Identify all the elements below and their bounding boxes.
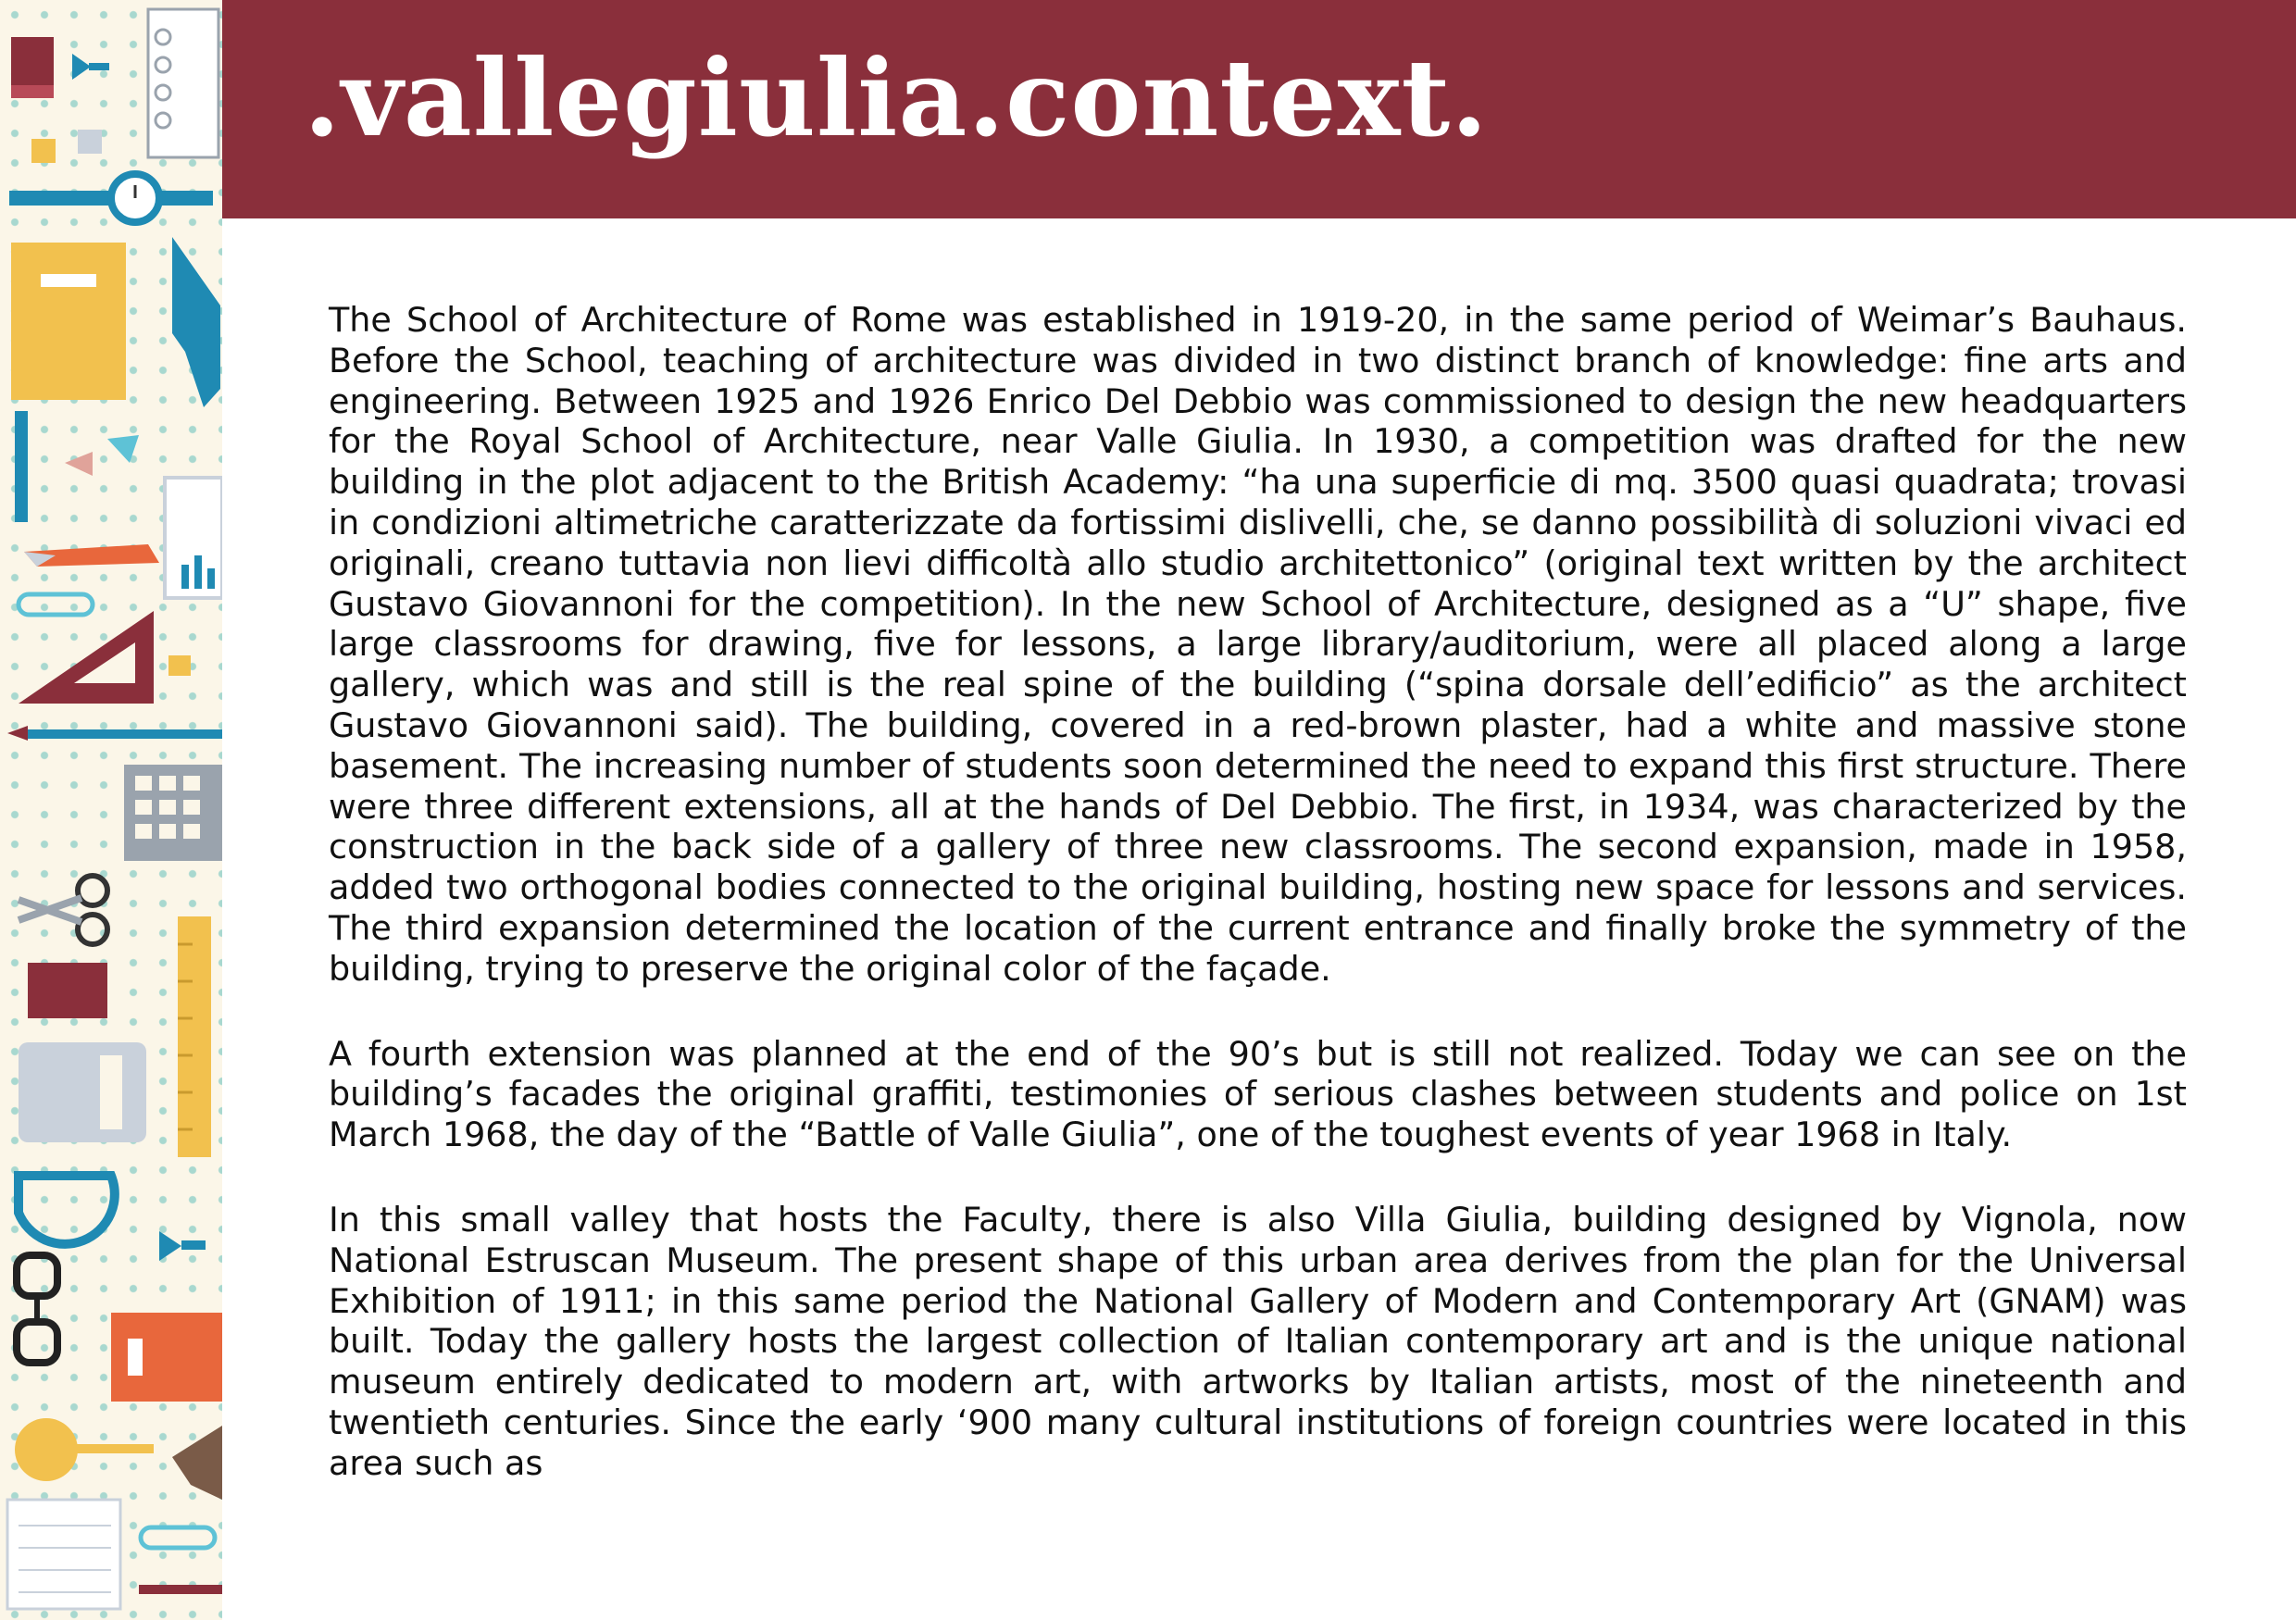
lamp-icon	[172, 1426, 222, 1500]
sticky-note-icon	[78, 130, 102, 154]
pushpin-icon	[72, 54, 109, 80]
triangle-icon	[107, 435, 139, 463]
airplane-icon	[172, 237, 220, 407]
set-square-icon	[19, 611, 154, 704]
spiral-notepad-icon	[148, 9, 218, 157]
paintbrush-icon	[7, 726, 222, 741]
paperclip-icon	[19, 594, 93, 615]
paragraph: A fourth extension was planned at the end of the 90’s but is still not realized. Today we can see on the building’s facades the original graffiti, testimonies of serious clashes between students and police on 1st March 1968, the day of the “Battle of Valle Giulia”, one of the toughest events of year 1968 in Italy.	[329, 1033, 2187, 1155]
notebook-icon	[111, 1313, 222, 1402]
pen-icon	[15, 411, 28, 522]
scissors-icon	[19, 876, 107, 944]
notebook-icon	[11, 37, 54, 98]
pen-icon	[139, 1585, 222, 1594]
sticky-note-icon	[168, 655, 191, 676]
decorative-stationery-strip	[0, 0, 222, 1620]
pushpin-icon	[159, 1231, 206, 1261]
paperclip-icon	[141, 1527, 215, 1548]
paragraph: The School of Architecture of Rome was established in 1919-20, in the same period of Weimar’s Bauhaus. Before the School, teaching of architecture was divided in two distinct branch of knowledge: fine arts and engineering. Between 1925 and 1926 Enrico Del Debbio was commissioned to design the new headquarters for the Royal School of Architecture, near Valle Giulia. In 1930, a competition was drafted for the new building in the plot adjacent to the British Academy: “ha una superficie di mq. 3500 quasi quadrata; trovasi in condizioni altimetriche caratterizzate da fortissimi dislivelli, che, se danno possibilità di soluzioni vivaci ed originali, creano tuttavia non lievi difficoltà allo studio architettonico” (original text written by the architect Gustavo Giovannoni for the competition). In the new School of Architecture, designed as a “U” shape, five large classrooms for drawing, five for lessons, a large library/auditorium, were all placed along a large gallery, which was and still is the real spine of the building (“spina dorsale dell’edificio” as the architect Gustavo Giovannoni said). The building, covered in a red-brown plaster, had a white and massive stone basement. The increasing number of students soon determined the need to expand this first structure. There were three different extensions, all at the hands of Del Debbio. The first, in 1934, was characterized by the construction in the back side of a gallery of three new classrooms. The second expansion, made in 1958, added two orthogonal bodies connected to the original building, hosting new space for lessons and services. The third expansion determined the location of the current entrance and finally broke the symmetry of the building, trying to preserve the original color of the façade.	[329, 300, 2187, 989]
calculator-icon	[124, 765, 222, 861]
paragraph: In this small valley that hosts the Faculty, there is also Villa Giulia, building designed by Vignola, now National Estruscan Museum. The present shape of this urban area derives from the plan for the Universal Exhibition of 1911; in this same period the National Gallery of Modern and Contemporary Art (GNAM) was built. Today the gallery hosts the largest collection of Italian contemporary art and is the unique national museum entirely dedicated to modern art, with artworks by Italian artists, most of the nineteenth and twentieth centuries. Since the early ‘900 many cultural institutions of foreign countries were located in this area such as	[329, 1199, 2187, 1483]
chart-board-icon	[165, 478, 222, 598]
ruler-icon	[178, 916, 211, 1157]
protractor-icon	[19, 1176, 115, 1244]
book-icon	[28, 963, 107, 1018]
body-text	[329, 300, 2187, 1528]
binder-icon	[19, 1042, 146, 1142]
glasses-icon	[17, 1255, 57, 1363]
page-title: .vallegiulia.context.	[304, 36, 1489, 160]
folder-icon	[11, 243, 126, 400]
lined-notepad-icon	[7, 1500, 120, 1609]
cutter-knife-icon	[24, 544, 159, 567]
triangle-icon	[65, 452, 93, 476]
magnifier-icon	[15, 1418, 154, 1481]
sticky-note-icon	[31, 139, 56, 163]
watch-icon	[9, 174, 213, 222]
